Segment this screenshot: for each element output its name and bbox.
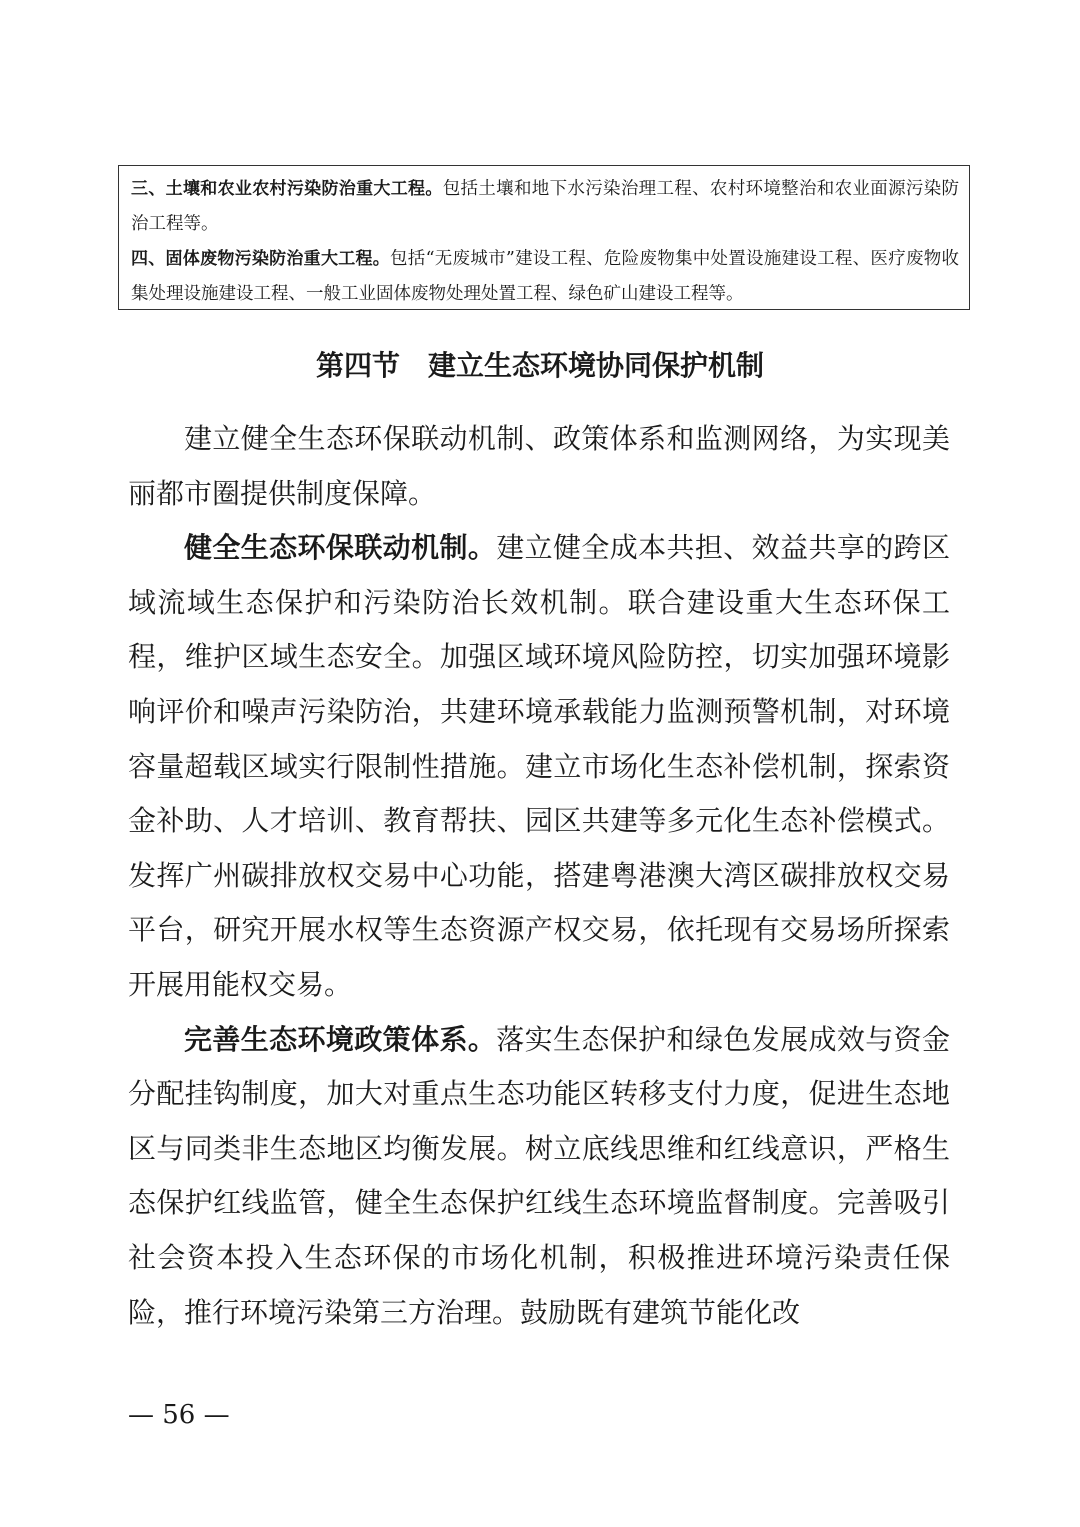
paragraph-lead: 健全生态环保联动机制。 [184, 531, 497, 565]
project-item-4-title: 四、固体废物污染防治重大工程。 [131, 249, 391, 269]
paragraph-text: 落实生态保护和绿色发展成效与资金分配挂钩制度，加大对重点生态功能区转移支付力度，促进生态地区与同类非生态地区均衡发展。树立底线思维和红线意识，严格生态保护红线监管，健全生态保护红线生态环境监督制度。完善吸引社会资本投入生态环保的市场化机制，积极推进环境污染责任保险，推行环境污染第三方治理。鼓励既有建筑节能化改 [128, 1022, 950, 1329]
paragraph-linkage-mechanism [128, 521, 950, 1012]
project-item-3-title: 三、土壤和农业农村污染防治重大工程。 [131, 179, 443, 199]
page-number: — 56 — [128, 1400, 230, 1430]
paragraph-lead: 完善生态环境政策体系。 [184, 1022, 497, 1056]
project-item-4 [131, 242, 959, 312]
project-item-4-text: 包括“无废城市”建设工程、危险废物集中处置设施建设工程、医疗废物收集处理设施建设工程、一般工业固体废物处理处置工程、绿色矿山建设工程等。 [131, 249, 959, 304]
key-projects-box [118, 165, 970, 310]
paragraph-text: 建立健全生态环保联动机制、政策体系和监测网络，为实现美丽都市圈提供制度保障。 [128, 422, 950, 510]
project-item-3 [131, 172, 959, 242]
section-title: 第四节 建立生态环境协同保护机制 [315, 349, 764, 382]
paragraph-intro [128, 412, 950, 521]
body-text [128, 412, 950, 1340]
paragraph-policy-system [128, 1013, 950, 1341]
project-item-3-text: 包括土壤和地下水污染治理工程、农村环境整治和农业面源污染防治工程等。 [131, 179, 960, 234]
paragraph-text: 建立健全成本共担、效益共享的跨区域流域生态保护和污染防治长效机制。联合建设重大生态环保工程，维护区域生态安全。加强区域环境风险防控，切实加强环境影响评价和噪声污染防治，共建环境承载能力监测预警机制，对环境容量超载区域实行限制性措施。建立市场化生态补偿机制，探索资金补助、人才培训、教育帮扶、园区共建等多元化生态补偿模式。发挥广州碳排放权交易中心功能，搭建粤港澳大湾区碳排放权交易平台，研究开展水权等生态资源产权交易，依托现有交易场所探索开展用能权交易。 [128, 531, 950, 1001]
